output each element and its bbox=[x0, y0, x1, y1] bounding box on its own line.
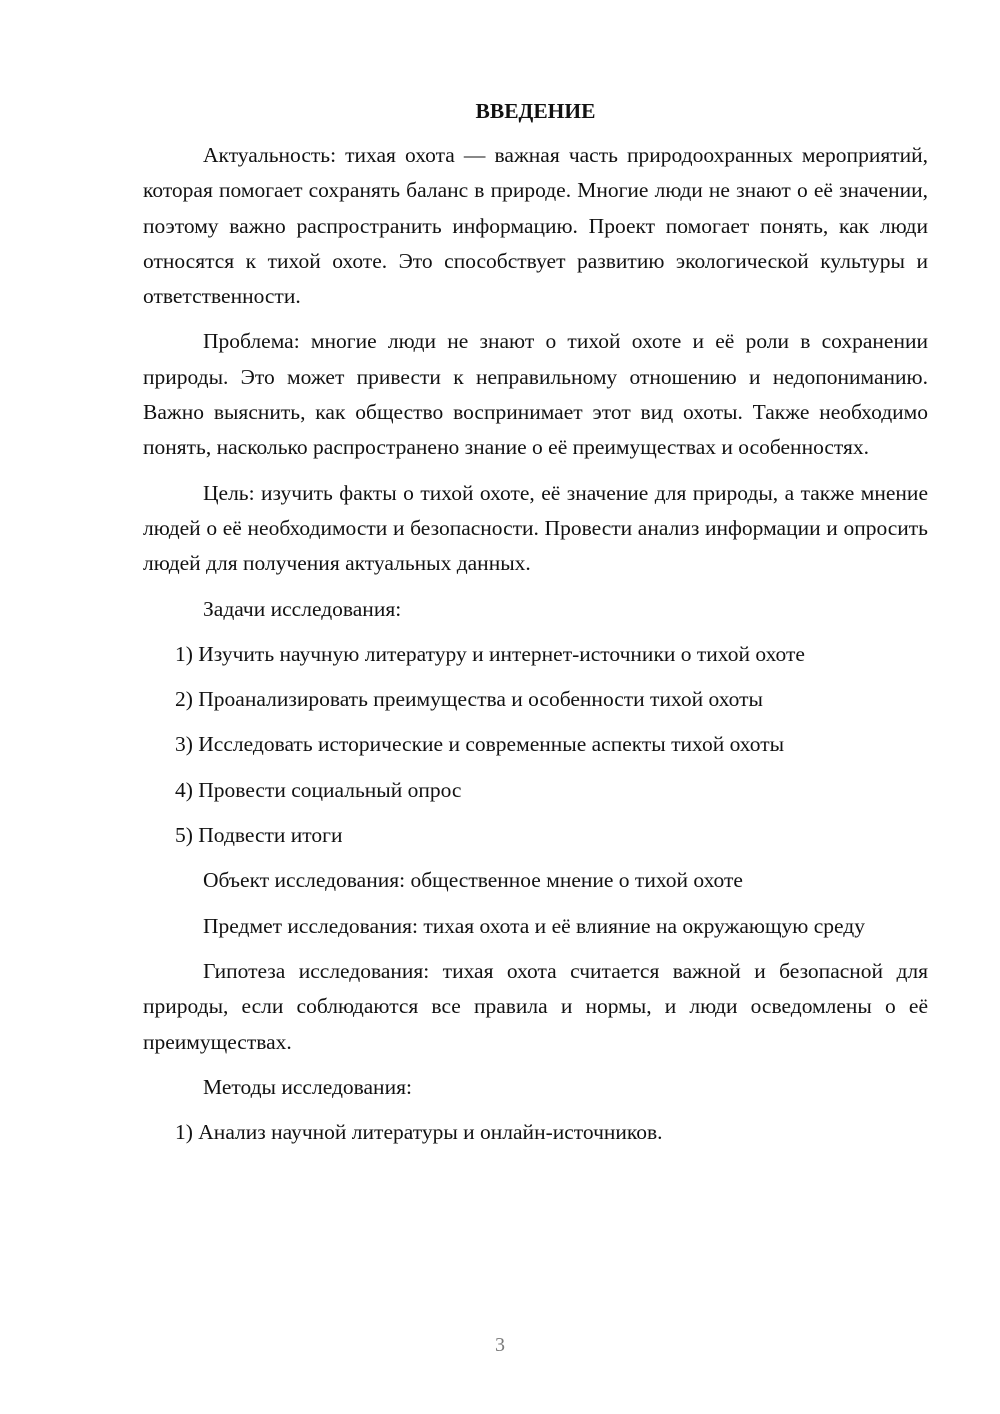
list-item: 1) Изучить научную литературу и интернет-источники о тихой охоте bbox=[175, 641, 805, 666]
subject-paragraph: Предмет исследования: тихая охота и её влияние на окружающую среду bbox=[203, 913, 865, 938]
list-item: 2) Проанализировать преимущества и особенности тихой охоты bbox=[175, 687, 763, 712]
tasks-title: Задачи исследования: bbox=[203, 596, 402, 621]
methods-title: Методы исследования: bbox=[203, 1074, 412, 1099]
methods-list bbox=[143, 1115, 928, 1150]
relevance-paragraph: Актуальность: тихая охота — важная часть природоохранных мероприятий, которая помогает сохранять баланс в природе. Многие люди не знают о её значении, поэтому важно распространить информацию. Проект помогает понять, как люди относятся к тихой охоте. Это способствует развитию экологической культуры и ответственности. bbox=[143, 143, 928, 309]
list-item: 1) Анализ научной литературы и онлайн-источников. bbox=[175, 1120, 663, 1145]
object-paragraph: Объект исследования: общественное мнение о тихой охоте bbox=[203, 868, 743, 893]
list-item: 5) Подвести итоги bbox=[175, 823, 343, 848]
document-page bbox=[143, 96, 928, 1160]
list-item: 3) Исследовать исторические и современные аспекты тихой охоты bbox=[175, 732, 785, 757]
problem-paragraph: Проблема: многие люди не знают о тихой охоте и её роли в сохранении природы. Это может привести к неправильному отношению и недопониманию. Важно выяснить, как общество воспринимает этот вид охоты. Также необходимо понять, насколько распространено знание о её преимуществах и особенностях. bbox=[143, 329, 928, 460]
tasks-list bbox=[143, 637, 928, 853]
page-title: ВВЕДЕНИЕ bbox=[475, 99, 596, 123]
page-number: 3 bbox=[495, 1334, 505, 1356]
hypothesis-paragraph: Гипотеза исследования: тихая охота считается важной и безопасной для природы, если соблюдаются все правила и нормы, и люди осведомлены о её преимуществах. bbox=[143, 958, 928, 1054]
goal-paragraph: Цель: изучить факты о тихой охоте, её значение для природы, а также мнение людей о её необходимости и безопасности. Провести анализ информации и опросить людей для получения актуальных данных. bbox=[143, 480, 928, 576]
list-item: 4) Провести социальный опрос bbox=[175, 777, 462, 802]
